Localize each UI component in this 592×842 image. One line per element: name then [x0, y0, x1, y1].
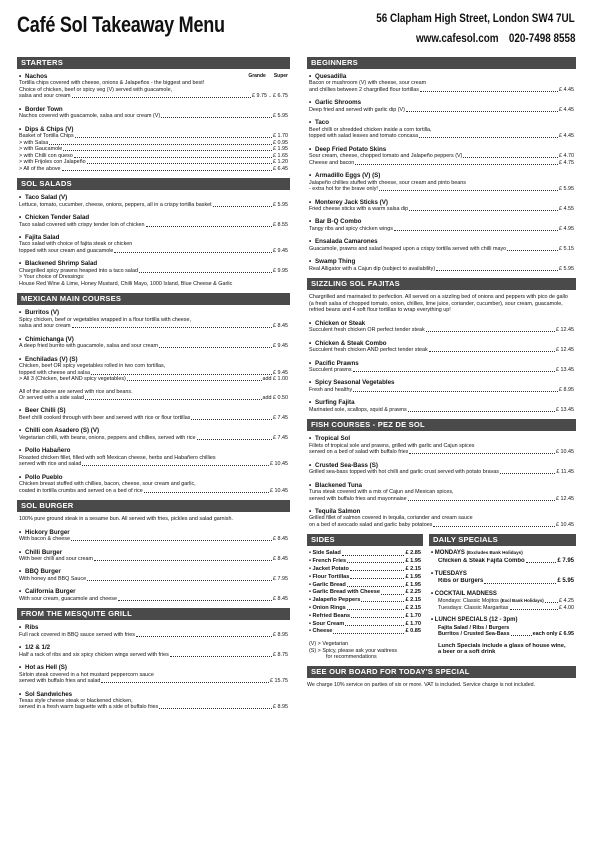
item-line: served with buffalo fries and salad [19, 678, 101, 685]
item-name: Chilli con Asadero (S) (V) [25, 427, 100, 435]
item-name: Chicken or Steak [315, 319, 366, 327]
item-price: £ 15.75 [270, 678, 288, 685]
special-line: Tuesdays: Classic Margaritas [438, 604, 509, 611]
item-name: Chicken & Steak Combo [315, 339, 387, 347]
side-name: Jalapeño Peppers [312, 597, 361, 604]
board-banner: SEE OUR BOARD FOR TODAY'S SPECIAL [307, 666, 576, 678]
board-section [307, 666, 576, 688]
item-line: Fried cheese sticks with a warm salsa dip [309, 205, 409, 212]
menu-item-potato-skins: • Deep Fried Potato Skins Sour cream, cheese, chopped tomato and Jalapeño peppers (V) £ 4.70 Cheese and bacon £ 4.75 [309, 145, 574, 166]
item-line: Full rack covered in BBQ sauce served with fries [19, 631, 135, 638]
item-price: £ 1.20 [273, 159, 288, 166]
menu-item-bbq-burger: • BBQ Burger With honey and BBQ Sauce £ 7.95 [19, 568, 288, 582]
menu-item-ensalada-camarones: • Ensalada Camarones Guacamole, prawns and salad heaped upon a crispy tortilla served with chilli mayo £ 5.15 [309, 238, 574, 252]
legend-spicy-note: for recommendations [326, 654, 377, 661]
menu-item-nachos: • Nachos Grande Super Tortilla chips covered with cheese, onions & Jalapeños - the biggest and best! Choice of chicken, beef or spicy veg (V) served with guacamole, salsa and sour cream £ 9.75 .. £ 6.75 [19, 73, 288, 100]
item-name: Bar B-Q Combo [315, 218, 362, 226]
item-price: £ 7.45 [273, 414, 288, 421]
menu-item-fajita-salad: • Fajita Salad Taco salad with choice of fajita steak or chicken topped with sour cream and guacamole £ 9.45 [19, 234, 288, 254]
side-price: £ 2.25 [405, 589, 421, 596]
menu-item-taco-salad: • Taco Salad (V) Lettuce, tomato, cucumber, cheese, onions, peppers, all in a crispy tortilla basket £ 5.95 [19, 194, 288, 208]
menu-item-armadillo-eggs: • Armadillo Eggs (V) (S) Jalapeño chillies stuffed with cheese, sour cream and pinto beans - extra hot for the brave only! £ 5.95 [309, 172, 574, 193]
item-desc: Tuna steak covered with a mix of Cajun and Mexican spices, [309, 489, 454, 496]
dressing-list: House Red Wine & Lime, Honey Mustard, Chilli Mayo, 1000 Island, Blue Cheese & Garlic [19, 280, 233, 287]
side-price: £ 2.85 [405, 550, 421, 557]
item-name: BBQ Burger [25, 568, 61, 576]
item-price: £ 5.95 [559, 186, 574, 193]
item-line: With beer chilli and sour cream [19, 555, 94, 562]
item-price: £ 5.95 [273, 113, 288, 120]
item-line: With sour cream, guacamole and cheese [19, 595, 117, 602]
item-desc: Choice of chicken, beef or spicy veg (V) served with guacamole, [19, 86, 173, 93]
item-desc: Texas style cheese steak or blackened chicken, [19, 698, 133, 704]
item-line: Chargrilled spicy prawns heaped into a taco salad [19, 267, 138, 274]
side-item: • Garlic Bread with Cheese £ 2.25 [309, 589, 421, 596]
side-price: £ 1.70 [405, 612, 421, 619]
burger-intro: 100% pure ground steak in a sesame bun. All served with fries, pickles and salad garnish. [19, 516, 233, 523]
item-line: With bacon & cheese [19, 536, 70, 543]
menu-item-chicken-or-steak: • Chicken or Steak Succulent fresh chicken OR perfect tender steak £ 12.45 [309, 319, 574, 334]
special-title: LUNCH SPECIALS (12 - 3pm) [434, 617, 518, 624]
menu-item-hot-as-hell: • Hot as Hell (S) Sirloin steak covered in a hot mustard peppercorn sauce served with buffalo fries and salad £ 15.75 [19, 664, 288, 685]
item-price: £ 13.45 [556, 406, 574, 413]
menu-item-enchiladas: • Enchiladas (V) (S) Chicken, beef OR spicy vegetables rolled in two corn tortillas, topped with cheese and salsa £ 9.45 > All 3 (Chicken, beef AND spicy vegetables) add £ 1.00 [19, 355, 288, 383]
special-price: £ 7.95 [557, 557, 574, 564]
beginners-header: BEGINNERS [307, 57, 576, 69]
item-price: £ 7.45 [273, 434, 288, 441]
grande-label: Grande [248, 73, 266, 79]
burger-section [17, 500, 290, 602]
website: www.cafesol.com [415, 33, 499, 45]
special-note: (Excl Bank Holidays) [500, 598, 544, 604]
item-name: Armadillo Eggs (V) (S) [315, 172, 381, 180]
service-footnote: We charge 10% service on parties of six or more. VAT is included. Service charge is not included. [307, 682, 536, 689]
item-name: Swamp Thing [315, 258, 356, 266]
item-price: £ 8.95 [273, 631, 288, 638]
item-line: > with Chilli con queso [19, 152, 73, 159]
item-line: Real Alligator with a Cajun dip (subject to availability) [309, 265, 436, 272]
fish-header: FISH COURSES - PEZ DE SOL [307, 419, 576, 431]
item-name: Quesadilla [315, 73, 347, 80]
special-line: Fajita Salad / Ribs / Burgers [438, 624, 510, 631]
side-item: • Jalapeño Peppers £ 2.15 [309, 597, 421, 604]
item-name: Blackened Tuna [315, 481, 362, 489]
special-cocktail: • COCKTAIL MADNESS Mondays: Classic Mojitos (Excl Bank Holidays) £ 4.25 Tuesdays: Classic Margaritas £ 4.00 [431, 591, 574, 611]
fajitas-section [307, 278, 576, 413]
item-desc: Chicken, beef OR spicy vegetables rolled in two corn tortillas, [19, 363, 166, 370]
item-desc: Chicken breast stuffed with chillies, bacon, cheese, sour cream and garlic, [19, 481, 196, 488]
special-price: £ 5.95 [557, 578, 574, 584]
beginners-section [307, 57, 576, 272]
item-price: £ 4.75 [559, 159, 574, 166]
item-name: Chimichanga (V) [25, 335, 74, 343]
menu-item-surfing-fajita: • Surfing Fajita Marinated sole, scallops, squid & prawns £ 13.45 [309, 399, 574, 413]
special-tuesdays: • TUESDAYS Ribs or Burgers £ 5.95 [431, 570, 574, 584]
item-line: Cheese and bacon [309, 159, 355, 166]
fajitas-header: SIZZLING SOL FAJITAS [307, 278, 576, 290]
side-name: Side Salad [312, 550, 341, 557]
item-line: A deep fried burrito with guacamole, salsa and sour cream [19, 343, 159, 350]
item-name: Blackened Shrimp Salad [25, 260, 98, 268]
item-price: £ 0.95 [273, 139, 288, 146]
sides-header: SIDES [307, 534, 423, 546]
side-name: Sour Cream [312, 620, 345, 627]
starters-section [17, 57, 290, 172]
side-price: £ 2.15 [405, 566, 421, 573]
side-item: • Refried Beans £ 1.70 [309, 612, 421, 619]
menu-item-chicken-tender-salad: • Chicken Tender Salad Taco salad covered with crispy tender loin of chicken £ 8.55 [19, 214, 288, 228]
side-price: £ 0.85 [405, 628, 421, 635]
left-column [17, 57, 290, 717]
special-price: £ 4.25 [559, 598, 574, 605]
item-price: £ 10.45 [270, 461, 288, 468]
item-line: > All of the above [19, 165, 61, 172]
diet-legend [309, 641, 421, 660]
size-columns [240, 73, 288, 80]
item-name: Chicken Tender Salad [25, 214, 90, 222]
item-name: Taco Salad (V) [25, 194, 68, 202]
item-price: £ 8.75 [273, 651, 288, 658]
note-line: Or served with a side salad [19, 395, 85, 401]
rice-beans-note [19, 389, 288, 402]
right-column [307, 57, 576, 689]
sides-section [307, 534, 423, 662]
side-item: • Sour Cream £ 1.70 [309, 620, 421, 627]
special-title: TUESDAYS [434, 570, 467, 577]
item-name: California Burger [25, 588, 76, 596]
daily-specials-section [429, 534, 576, 662]
item-desc: Roasted chicken fillet, filled with soft Mexican cheese, herbs and Habañero chillies [19, 454, 216, 461]
item-name: Tequila Salmon [315, 508, 361, 516]
burger-header: SOL BURGER [17, 500, 290, 512]
special-line: Chicken & Steak Fajita Combo [438, 557, 525, 564]
special-line: Ribs or Burgers [438, 578, 484, 584]
sides-list [307, 546, 423, 660]
menu-item-pollo-habanero: • Pollo Habañero Roasted chicken fillet, filled with soft Mexican cheese, herbs and Habañero chillies served with rice and salad £ 10.45 [19, 447, 288, 468]
item-line: Basket of Tortilla Chips [19, 133, 74, 140]
item-line: > All 3 (Chicken, beef AND spicy vegetables) [19, 376, 126, 383]
side-price: £ 2.15 [405, 605, 421, 612]
item-name: Enchiladas (V) (S) [25, 355, 78, 363]
menu-title: Café Sol Takeaway Menu [17, 12, 225, 37]
item-price: £ 8.45 [273, 323, 288, 330]
item-price: £ 12.45 [556, 327, 574, 334]
item-name: Taco [315, 119, 329, 127]
menu-item-sol-sandwiches: • Sol Sandwiches Texas style cheese steak or blackened chicken, served in a fresh warm baguette with a side of buffalo fries £ 8.95 [19, 690, 288, 711]
special-lunch: • LUNCH SPECIALS (12 - 3pm) Fajita Salad / Ribs / Burgers Burritos / Crusted Sea-Bass each only £ 6.95 Lunch Specials include a glass of house wine, a beer or a soft drink [431, 617, 574, 656]
special-title: COCKTAIL MADNESS [434, 591, 497, 598]
item-price: £ 12.45 [556, 495, 574, 502]
item-price: £ 12.45 [556, 347, 574, 354]
special-line: Burritos / Crusted Sea-Bass [438, 631, 510, 638]
item-name: Hot as Hell (S) [25, 664, 67, 672]
item-line: Vegetarian chilli, with beans, onions, peppers and chillies, served with rice [19, 434, 196, 441]
item-line: topped with sour cream and guacamole [19, 247, 114, 254]
item-price: £ 7.95 [273, 575, 288, 582]
item-line: Beef chilli cooked through with beer and served with rice or flour tortillas [19, 414, 191, 421]
grill-header: FROM THE MESQUITE GRILL [17, 608, 290, 620]
item-name: Border Town [25, 105, 63, 113]
menu-item-swamp-thing: • Swamp Thing Real Alligator with a Cajun dip (subject to availability) £ 5.95 [309, 258, 574, 272]
menu-item-hickory-burger: • Hickory Burger With bacon & cheese £ 8.45 [19, 528, 288, 543]
item-name: Spicy Seasonal Vegetables [315, 379, 395, 387]
special-mondays: • MONDAYS (Excludes Bank Holidays) Chicken & Steak Fajita Combo £ 7.95 [431, 550, 574, 564]
item-name: Deep Fried Potato Skins [315, 145, 387, 153]
side-name: French Fries [312, 558, 347, 565]
item-price: £ 9.75 .. £ 6.75 [252, 93, 288, 100]
item-line: Grilled sea-bass topped with hot chilli and garlic crust served with potato bravas [309, 469, 499, 476]
fish-section [307, 419, 576, 528]
menu-item-taco: • Taco Beef chilli or shredded chicken inside a corn tortilla, topped with salad leaves and tomato concasa £ 4.45 [309, 119, 574, 140]
menu-item-chilli-burger: • Chilli Burger With beer chilli and sour cream £ 8.45 [19, 548, 288, 562]
side-price: £ 1.95 [405, 581, 421, 588]
item-name: Chilli Burger [25, 548, 63, 556]
item-line: served in a fresh warm baguette with a side of buffalo fries [19, 704, 159, 711]
side-item: • Flour Tortillas £ 1.95 [309, 573, 421, 580]
item-price: £ 5.15 [559, 245, 574, 252]
side-item: • Garlic Bread £ 1.95 [309, 581, 421, 588]
side-name: Flour Tortillas [312, 573, 350, 580]
salads-section [17, 178, 290, 287]
item-line: Tangy ribs and spicy chicken wings [309, 225, 393, 232]
item-price: £ 8.95 [273, 704, 288, 711]
item-line: topped with cheese and salsa [19, 369, 91, 376]
item-line: > with Frijoles con Jalapeño [19, 159, 86, 166]
side-price: £ 1.95 [405, 573, 421, 580]
side-item: • Side Salad £ 2.85 [309, 550, 421, 557]
item-line: - extra hot for the brave only! [309, 186, 378, 193]
item-price: £ 6.45 [273, 165, 288, 172]
side-price: £ 1.70 [405, 620, 421, 627]
special-title: MONDAYS [434, 550, 465, 557]
item-name: Garlic Shrooms [315, 99, 362, 107]
item-line: > with Salsa [19, 139, 49, 146]
menu-item-ribs: • Ribs Full rack covered in BBQ sauce served with fries £ 8.95 [19, 624, 288, 638]
item-name: Pollo Pueblo [25, 473, 63, 481]
item-line: coated in tortilla crumbs and served on a bed of rice [19, 487, 143, 494]
item-name: Sol Sandwiches [25, 690, 73, 698]
item-name: Beer Chilli (S) [25, 407, 66, 415]
menu-item-beer-chilli: • Beer Chilli (S) Beef chilli cooked through with beer and served with rice or flour tortillas £ 7.45 [19, 407, 288, 421]
item-name: Hickory Burger [25, 528, 70, 536]
item-line: Succulent fresh chicken OR perfect tender steak [309, 327, 425, 334]
starters-header: STARTERS [17, 57, 290, 69]
menu-item-chilli-asadero: • Chilli con Asadero (S) (V) Vegetarian chilli, with beans, onions, peppers and chillies, served with rice £ 7.45 [19, 427, 288, 441]
side-name: Jacket Potato [312, 566, 349, 573]
item-price: £ 4.45 [559, 133, 574, 140]
item-name: Dips & Chips (V) [25, 125, 74, 133]
item-name: Burritos (V) [25, 309, 60, 317]
item-price: £ 10.45 [556, 449, 574, 456]
item-desc: Sirloin steak covered in a hot mustard peppercorn sauce [19, 671, 154, 678]
menu-item-shrimp-salad: • Blackened Shrimp Salad Chargrilled spicy prawns heaped into a taco salad £ 9.95 > Your choice of Dressings: House Red Wine & Lime, Honey Mustard, Chilli Mayo, 1000 Island, Blue Cheese & Garlic [19, 260, 288, 287]
mexican-header: MEXICAN MAIN COURSES [17, 293, 290, 305]
menu-item-tropical-sol: • Tropical Sol Fillets of tropical sole and prawns, grilled with garlic and Cajun spices served on a bed of salad with buffalo fries £ 10.45 [309, 435, 574, 456]
menu-item-pollo-pueblo: • Pollo Pueblo Chicken breast stuffed with chillies, bacon, cheese, sour cream and garlic, coated in tortilla crumbs and served on a bed of rice £ 10.45 [19, 473, 288, 494]
super-label: Super [273, 73, 288, 79]
menu-item-bbq-combo: • Bar B-Q Combo Tangy ribs and spicy chicken wings £ 4.95 [309, 218, 574, 232]
menu-item-california-burger: • California Burger With sour cream, guacamole and cheese £ 8.45 [19, 588, 288, 602]
lunch-note: Lunch Specials include a glass of house wine, [438, 642, 566, 649]
item-price: £ 1.65 [273, 152, 288, 159]
item-price: £ 9.95 [273, 267, 288, 274]
item-name: Ensalada Camarones [315, 238, 378, 246]
side-item: • Jacket Potato £ 2.15 [309, 566, 421, 573]
salads-header: SOL SALADS [17, 178, 290, 190]
note-price: add £ 0.50 [262, 395, 288, 401]
side-name: Refried Beans [312, 612, 351, 619]
item-price: £ 9.45 [273, 247, 288, 254]
menu-item-burritos: • Burritos (V) Spicy chicken, beef or vegetables wrapped in a flour tortilla with cheese, salsa and sour cream £ 8.45 [19, 309, 288, 330]
special-price: £ 4.00 [559, 604, 574, 611]
fajitas-intro: Chargrilled and marinated to perfection. All served on a sizzling bed of onions and peppers with pico de gallo (a fresh salsa of chopped tomato, onion, chillies, lime juice, coriander, cucumber), sour cream, guacamole, refried beans and 4 soft flour tortillas to wrap everything up! [309, 294, 568, 314]
menu-item-crusted-sea-bass: • Crusted Sea-Bass (S) Grilled sea-bass topped with hot chilli and garlic crust served with potato bravas £ 11.45 [309, 461, 574, 476]
item-line: Marinated sole, scallops, squid & prawns [309, 406, 407, 413]
item-desc: Taco salad with choice of fajita steak or chicken [19, 241, 133, 248]
item-desc: Tortilla chips covered with cheese, onions & Jalapeños - the biggest and best! [19, 80, 205, 87]
side-price: £ 2.15 [405, 597, 421, 604]
item-price: £ 13.45 [556, 366, 574, 373]
side-name: Cheese [312, 628, 333, 635]
menu-item-half-half: • 1/2 & 1/2 Half a rack of ribs and six spicy chicken wings served with fries £ 8.75 [19, 644, 288, 658]
item-price: £ 5.95 [273, 201, 288, 208]
side-name: Garlic Bread with Cheese [312, 589, 380, 596]
item-price: £ 11.45 [556, 469, 574, 476]
daily-header: DAILY SPECIALS [429, 534, 576, 546]
item-price: £ 5.95 [559, 265, 574, 272]
item-line: Nachos covered with guacamole, salsa and sour cream (V) [19, 113, 161, 120]
item-line: Succulent fresh chicken AND perfect tender steak [309, 347, 428, 354]
item-price: £ 4.95 [559, 225, 574, 232]
item-line: > with Gaucamole [19, 146, 63, 153]
item-name: Pacific Prawns [315, 359, 359, 367]
item-line: Succulent prawns [309, 366, 352, 373]
note-text: All of the above are served with rice and beans. [19, 388, 133, 395]
menu-item-chimichanga: • Chimichanga (V) A deep fried burrito with guacamole, salsa and sour cream £ 9.45 [19, 335, 288, 350]
item-name: Ribs [25, 624, 39, 632]
item-price: £ 8.55 [273, 221, 288, 228]
item-price: add £ 1.00 [262, 376, 288, 383]
side-item: • French Fries £ 1.95 [309, 558, 421, 565]
menu-item-border-town: • Border Town Nachos covered with guacamole, salsa and sour cream (V) £ 5.95 [19, 105, 288, 120]
item-price: £ 10.45 [556, 521, 574, 528]
menu-item-dips: • Dips & Chips (V) Basket of Tortilla Chips £ 1.70 > with Salsa £ 0.95 > with Gaucamole £ 1.95 > with Chilli con queso £ 1.65 > with Frijoles con Jalapeño £ 1.20 > All of the above £ 6.45 [19, 125, 288, 172]
side-item: • Onion Rings £ 2.15 [309, 605, 421, 612]
item-price: £ 8.45 [273, 595, 288, 602]
item-desc: Bacon or mushroom (V) with cheese, sour cream [309, 80, 427, 87]
item-desc: Fillets of tropical sole and prawns, grilled with garlic and Cajun spices [309, 442, 475, 449]
legend-vegetarian: (V) > Vegetarian [309, 641, 349, 648]
item-name: Nachos [25, 73, 48, 80]
item-line: served with rice and salad [19, 461, 82, 468]
side-name: Garlic Bread [312, 581, 346, 588]
item-price: £ 4.45 [559, 106, 574, 113]
item-line: Half a rack of ribs and six spicy chicken wings served with fries [19, 651, 169, 658]
menu-item-spicy-vegetables: • Spicy Seasonal Vegetables Fresh and healthy £ 8.95 [309, 379, 574, 393]
side-name: Onion Rings [312, 605, 346, 612]
item-price: £ 4.70 [559, 153, 574, 160]
item-desc: Spicy chicken, beef or vegetables wrapped in a flour tortilla with cheese, [19, 316, 191, 323]
item-name: Crusted Sea-Bass (S) [315, 461, 378, 469]
item-line: served on a bed of salad with buffalo fries [309, 449, 409, 456]
item-line: Sour cream, cheese, chopped tomato and Jalapeño peppers (V) [309, 153, 463, 160]
item-price: £ 8.45 [273, 555, 288, 562]
item-name: Pollo Habañero [25, 447, 71, 455]
restaurant-address: 56 Clapham High Street, London SW4 7UL [376, 13, 575, 25]
item-price: £ 8.95 [559, 386, 574, 393]
item-line: Deep fried and served with garlic dip (V) [309, 106, 405, 113]
lunch-note: a beer or a soft drink [438, 649, 496, 656]
item-price: £ 4.45 [559, 86, 574, 93]
item-desc: Beef chilli or shredded chicken inside a corn tortilla, [309, 126, 432, 133]
grill-section [17, 608, 290, 711]
item-line: With honey and BBQ Sauce [19, 575, 87, 582]
special-note: (Excludes Bank Holidays) [466, 550, 523, 556]
item-name: Surfing Fajita [315, 399, 355, 407]
item-line: salsa and sour cream [19, 323, 71, 330]
side-price: £ 1.95 [405, 558, 421, 565]
legend-spicy: (S) > Spicy, please ask your waitress [309, 647, 398, 654]
item-desc: Grilled fillet of salmon covered in tequila, coriander and cream sauce [309, 515, 473, 522]
menu-item-quesadilla: • Quesadilla Bacon or mushroom (V) with cheese, sour cream and chillies between 2 chargrilled flour tortillas £ 4.45 [309, 73, 574, 93]
item-line: Guacamole, prawns and salad heaped upon a crispy tortilla served with chilli mayo [309, 245, 507, 252]
mexican-section [17, 293, 290, 494]
menu-item-steak-combo: • Chicken & Steak Combo Succulent fresh chicken AND perfect tender steak £ 12.45 [309, 339, 574, 354]
side-item: • Cheese £ 0.85 [309, 628, 421, 635]
menu-item-monterey-jack: • Monterey Jack Sticks (V) Fried cheese sticks with a warm salsa dip £ 4.55 [309, 198, 574, 212]
item-name: 1/2 & 1/2 [25, 644, 51, 652]
item-line: served with buffalo fries and mayonnaise [309, 495, 407, 502]
menu-item-garlic-shrooms: • Garlic Shrooms Deep fried and served with garlic dip (V) £ 4.45 [309, 99, 574, 113]
item-line: salsa and sour cream [19, 93, 71, 100]
item-name: Fajita Salad [25, 234, 60, 241]
item-price: £ 1.95 [273, 146, 288, 153]
item-name: Monterey Jack Sticks (V) [315, 198, 388, 206]
item-line: Lettuce, tomato, cucumber, cheese, onions, peppers, all in a crispy tortilla basket [19, 201, 212, 208]
item-line: and chillies between 2 chargrilled flour tortillas [309, 86, 419, 93]
contact-line [415, 33, 575, 47]
item-price: £ 4.55 [559, 205, 574, 212]
menu-item-pacific-prawns: • Pacific Prawns Succulent prawns £ 13.45 [309, 359, 574, 373]
menu-item-tequila-salmon: • Tequila Salmon Grilled fillet of salmon covered in tequila, coriander and cream sauce on a bed of avocado salad and garlic baby potatoes £ 10.45 [309, 508, 574, 528]
item-line: Taco salad covered with crispy tender loin of chicken [19, 221, 145, 228]
item-line: Fresh and healthy [309, 386, 353, 393]
menu-item-blackened-tuna: • Blackened Tuna Tuna steak covered with a mix of Cajun and Mexican spices, served with buffalo fries and mayonnaise £ 12.45 [309, 481, 574, 502]
item-price: £ 1.70 [273, 133, 288, 140]
item-price: £ 8.45 [273, 536, 288, 543]
phone-number: 020-7498 8558 [508, 33, 575, 45]
item-price: £ 9.45 [273, 343, 288, 350]
item-price: £ 10.45 [270, 487, 288, 494]
special-line: Mondays: Classic Mojitos [438, 598, 499, 605]
item-line: topped with salad leaves and tomato concasa [309, 133, 419, 140]
item-name: Tropical Sol [315, 435, 351, 443]
dressing-label: > Your choice of Dressings: [19, 274, 85, 281]
item-price: £ 9.45 [273, 369, 288, 376]
item-line: on a bed of avocado salad and garlic baby potatoes [309, 521, 433, 528]
sides-daily-row [307, 534, 576, 662]
item-desc: Jalapeño chillies stuffed with cheese, sour cream and pinto beans [309, 179, 466, 186]
special-price: each only £ 6.95 [532, 631, 574, 638]
